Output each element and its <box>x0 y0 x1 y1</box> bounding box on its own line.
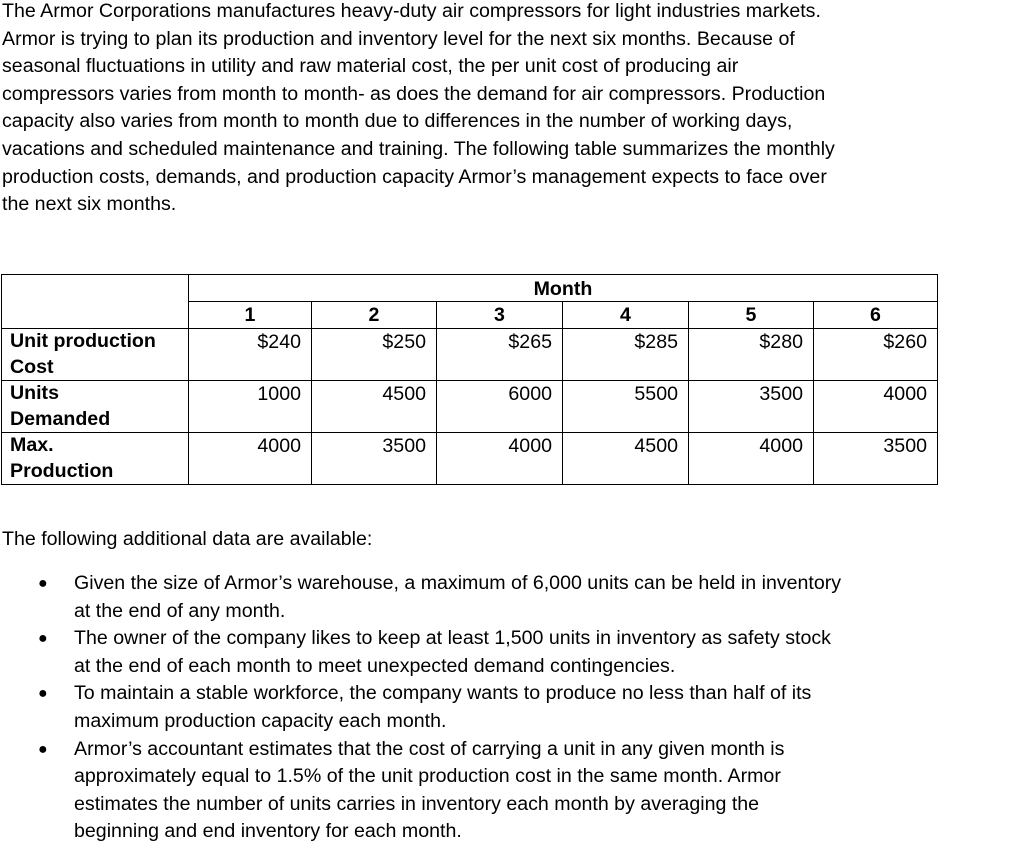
row-label-line: Demanded <box>10 407 111 430</box>
additional-data-heading: The following additional data are available: <box>2 528 373 550</box>
intro-line: production costs, demands, and production capacity Armor’s management expects to face over <box>2 165 827 188</box>
production-table <box>1 274 938 485</box>
additional-data-list <box>0 570 1010 846</box>
month-header: Month <box>189 275 938 302</box>
bullet-icon: ● <box>38 630 48 648</box>
row-label-line: Cost <box>10 355 54 378</box>
table-cell: 3500 <box>814 433 938 485</box>
month-number: 5 <box>689 302 814 329</box>
list-item-line: beginning and end inventory for each month. <box>74 820 462 843</box>
table-cell: 5500 <box>563 381 689 433</box>
table-row <box>2 381 938 433</box>
table-cell: $265 <box>437 329 563 381</box>
intro-line: the next six months. <box>2 193 177 216</box>
table-cell: 1000 <box>189 381 312 433</box>
list-item-line: Given the size of Armor’s warehouse, a maximum of 6,000 units can be held in inventory <box>74 572 842 594</box>
intro-paragraph <box>2 0 1002 219</box>
row-label-line: Unit production <box>10 330 156 352</box>
month-number: 2 <box>312 302 437 329</box>
list-item <box>0 625 1010 680</box>
list-item-line: The owner of the company likes to keep at least 1,500 units in inventory as safety stock <box>74 627 831 650</box>
month-number: 3 <box>437 302 563 329</box>
row-label-line: Max. <box>10 434 54 456</box>
table-cell: $285 <box>563 329 689 381</box>
intro-line: vacations and scheduled maintenance and training. The following table summarizes the monthly <box>2 137 835 160</box>
table-cell: 4500 <box>312 381 437 433</box>
table-cell: $260 <box>814 329 938 381</box>
list-item-line: at the end of any month. <box>74 599 286 622</box>
bullet-icon: ● <box>38 740 48 758</box>
row-label-max-production <box>2 433 189 485</box>
list-item-line: estimates the number of units carries in inventory each month by averaging the <box>74 792 760 815</box>
bullet-icon: ● <box>38 575 48 592</box>
table-cell: 4500 <box>563 433 689 485</box>
table-corner-cell <box>2 275 189 329</box>
bullet-icon: ● <box>38 685 48 703</box>
row-label-line: Units <box>10 382 59 404</box>
table-cell: $250 <box>312 329 437 381</box>
list-item <box>0 570 1010 625</box>
list-item-line: maximum production capacity each month. <box>74 709 447 732</box>
table-cell: 4000 <box>689 433 814 485</box>
month-number: 4 <box>563 302 689 329</box>
table-cell: 4000 <box>437 433 563 485</box>
row-label-unit-cost <box>2 329 189 381</box>
row-label-line: Production <box>10 459 114 482</box>
month-number: 6 <box>814 302 938 329</box>
list-item <box>0 736 1010 846</box>
list-item-line: at the end of each month to meet unexpected demand contingencies. <box>74 654 676 677</box>
intro-line: seasonal fluctuations in utility and raw material cost, the per unit cost of producing air <box>2 55 739 78</box>
table-cell: 3500 <box>312 433 437 485</box>
table-cell: 3500 <box>689 381 814 433</box>
table-cell: 6000 <box>437 381 563 433</box>
table-row <box>2 433 938 485</box>
intro-line: compressors varies from month to month- as does the demand for air compressors. Production <box>2 82 826 105</box>
month-number: 1 <box>189 302 312 329</box>
list-item-line: To maintain a stable workforce, the company wants to produce no less than half of its <box>74 682 812 705</box>
table-header-row <box>2 275 938 302</box>
row-label-units-demanded <box>2 381 189 433</box>
intro-line: Armor is trying to plan its production and inventory level for the next six months. Because of <box>2 27 795 50</box>
list-item-line: approximately equal to 1.5% of the unit production cost in the same month. Armor <box>74 765 781 788</box>
table-cell: 4000 <box>189 433 312 485</box>
list-item-line: Armor’s accountant estimates that the cost of carrying a unit in any given month is <box>74 737 785 760</box>
table-row <box>2 329 938 381</box>
intro-line: capacity also varies from month to month due to differences in the number of working days, <box>2 110 793 133</box>
table-cell: $240 <box>189 329 312 381</box>
list-item <box>0 680 1010 735</box>
table-cell: $280 <box>689 329 814 381</box>
intro-line: The Armor Corporations manufactures heavy-duty air compressors for light industries markets. <box>2 0 821 22</box>
table-cell: 4000 <box>814 381 938 433</box>
